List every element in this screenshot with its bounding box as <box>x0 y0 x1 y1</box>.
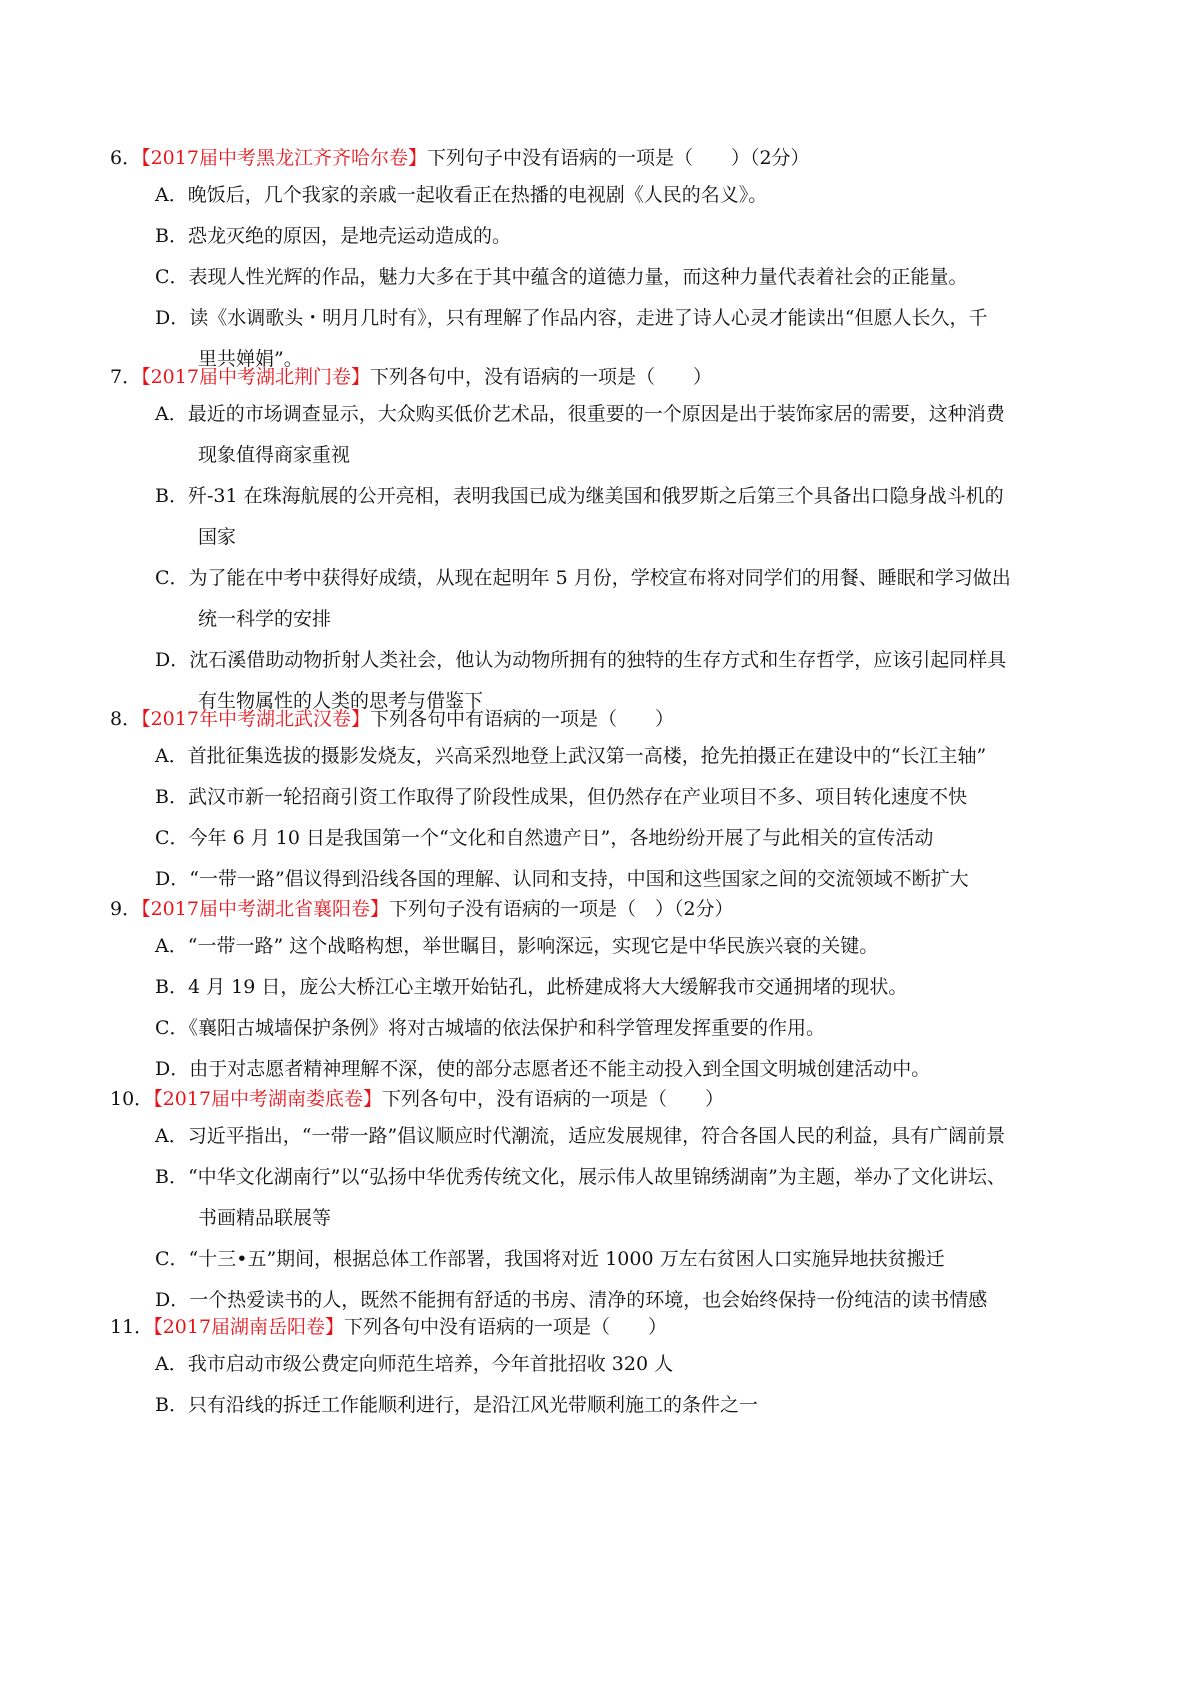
question-source: 【2017届中考黑龙江齐齐哈尔卷】 <box>141 147 427 169</box>
option-letter: A． <box>155 1125 188 1147</box>
option-letter: A． <box>155 935 188 957</box>
option-text: 由于对志愿者精神理解不深，使的部分志愿者还不能主动投入到全国文明城创建活动中。 <box>189 1058 931 1080</box>
option-text: 歼-31 在珠海航展的公开亮相，表明我国已成为继美国和俄罗斯之后第三个具备出口隐身战斗机的 <box>187 485 1004 507</box>
option-text: “中华文化湖南行”以“弘扬中华优秀传统文化，展示伟人故里锦绣湖南”为主题，举办了文化讲坛、 <box>187 1166 1006 1188</box>
question-6 <box>110 143 1110 380</box>
option-letter: D． <box>155 1289 190 1311</box>
option-text: 恐龙灭绝的原因，是地壳运动造成的。 <box>187 225 511 247</box>
option-letter: B． <box>155 485 188 507</box>
option-list <box>155 175 1110 380</box>
option-letter: D． <box>155 307 190 329</box>
option-letter: C． <box>155 1017 189 1039</box>
option-text: 读《水调歌头・明月几时有》，只有理解了作品内容，走进了诗人心灵才能读出“但愿人长久，千 <box>189 307 988 329</box>
option-c <box>155 558 1110 640</box>
option-text: 《襄阳古城墙保护条例》将对古城墙的依法保护和科学管理发挥重要的作用。 <box>188 1017 826 1039</box>
option-letter: B． <box>155 976 188 998</box>
question-header <box>110 1312 1110 1342</box>
option-continuation: 国家 <box>198 526 237 548</box>
question-header <box>110 704 1110 734</box>
question-10 <box>110 1084 1110 1321</box>
option-text: “一带一路”倡议得到沿线各国的理解、认同和支持，中国和这些国家之间的交流领域不断扩大 <box>189 868 969 890</box>
question-stem: 下列各句中，没有语病的一项是（ ） <box>382 1088 725 1110</box>
option-b <box>155 476 1110 558</box>
option-continuation: 里共婵娟”。 <box>198 348 303 370</box>
option-letter: C． <box>155 567 189 589</box>
option-text: 4 月 19 日，庞公大桥江心主墩开始钻孔，此桥建成将大大缓解我市交通拥堵的现状。 <box>187 976 908 998</box>
option-b <box>155 777 1110 818</box>
option-a <box>155 175 1110 216</box>
question-number: 10． <box>110 1088 154 1110</box>
question-source: 【2017年中考湖北武汉卷】 <box>141 708 370 730</box>
option-letter: D． <box>155 1058 190 1080</box>
option-letter: A． <box>155 745 188 767</box>
question-header <box>110 1084 1110 1114</box>
option-text: 最近的市场调查显示，大众购买低价艺术品，很重要的一个原因是出于装饰家居的需要，这种消费 <box>187 403 1005 425</box>
option-text: 表现人性光辉的作品，魅力大多在于其中蕴含的道德力量，而这种力量代表着社会的正能量。 <box>188 266 968 288</box>
option-letter: D． <box>155 649 190 671</box>
question-stem: 下列各句中没有语病的一项是（ ） <box>344 1316 668 1338</box>
question-header <box>110 894 1110 924</box>
option-list <box>155 926 1110 1090</box>
option-text: 沈石溪借助动物折射人类社会，他认为动物所拥有的独特的生存方式和生存哲学，应该引起同样具 <box>189 649 1007 671</box>
question-stem: 下列句子中没有语病的一项是（ ）（2分） <box>426 147 810 169</box>
option-c <box>155 1239 1110 1280</box>
option-continuation: 统一科学的安排 <box>198 608 332 630</box>
question-number: 6． <box>110 147 142 169</box>
question-number: 11． <box>110 1316 154 1338</box>
option-text: 武汉市新一轮招商引资工作取得了阶段性成果，但仍然存在产业项目不多、项目转化速度不快 <box>187 786 967 808</box>
option-c <box>155 1008 1110 1049</box>
question-header <box>110 143 1110 173</box>
question-stem: 下列句子没有语病的一项是（ ）（2分） <box>388 898 734 920</box>
option-b <box>155 1157 1110 1239</box>
option-text: “一带一路” 这个战略构想，举世瞩目，影响深远，实现它是中华民族兴衰的关键。 <box>187 935 879 957</box>
option-b <box>155 967 1110 1008</box>
option-a <box>155 736 1110 777</box>
option-continuation: 书画精品联展等 <box>198 1207 332 1229</box>
option-b <box>155 1385 1110 1426</box>
question-stem: 下列各句中有语病的一项是（ ） <box>369 708 674 730</box>
option-a <box>155 1116 1110 1157</box>
option-text: 我市启动市级公费定向师范生培养，今年首批招收 320 人 <box>187 1353 674 1375</box>
option-letter: C． <box>155 827 189 849</box>
option-text: 为了能在中考中获得好成绩，从现在起明年 5 月份，学校宣布将对同学们的用餐、睡眠和学习做出 <box>188 567 1011 589</box>
option-letter: A． <box>155 1353 188 1375</box>
option-text: 今年 6 月 10 日是我国第一个“文化和自然遗产日”，各地纷纷开展了与此相关的宣传活动 <box>188 827 934 849</box>
option-list <box>155 1116 1110 1321</box>
option-continuation: 有生物属性的人类的思考与借鉴下 <box>198 690 484 712</box>
option-c <box>155 257 1110 298</box>
question-8 <box>110 704 1110 900</box>
option-continuation: 现象值得商家重视 <box>198 444 351 466</box>
question-source: 【2017届中考湖南娄底卷】 <box>153 1088 383 1110</box>
option-list <box>155 736 1110 900</box>
option-letter: C． <box>155 1248 189 1270</box>
option-letter: C． <box>155 266 189 288</box>
option-letter: A． <box>155 184 188 206</box>
question-header <box>110 362 1110 392</box>
option-text: 只有沿线的拆迁工作能顺利进行，是沿江风光带顺利施工的条件之一 <box>187 1394 758 1416</box>
option-list <box>155 394 1110 722</box>
option-letter: D． <box>155 868 190 890</box>
question-number: 8． <box>110 708 142 730</box>
option-letter: B． <box>155 1394 188 1416</box>
question-number: 9． <box>110 898 142 920</box>
option-letter: B． <box>155 1166 188 1188</box>
option-text: 一个热爱读书的人，既然不能拥有舒适的书房、清净的环境，也会始终保持一份纯洁的读书情感 <box>189 1289 988 1311</box>
question-source: 【2017届中考湖北省襄阳卷】 <box>141 898 389 920</box>
question-source: 【2017届中考湖北荆门卷】 <box>141 366 370 388</box>
question-7 <box>110 362 1110 722</box>
option-a <box>155 394 1110 476</box>
option-text: 首批征集选拔的摄影发烧友，兴高采烈地登上武汉第一高楼，抢先拍摄正在建设中的“长江主轴” <box>187 745 987 767</box>
option-text: “十三•五”期间，根据总体工作部署，我国将对近 1000 万左右贫困人口实施异地扶贫搬迁 <box>188 1248 945 1270</box>
option-b <box>155 216 1110 257</box>
question-11 <box>110 1312 1110 1426</box>
question-source: 【2017届湖南岳阳卷】 <box>153 1316 345 1338</box>
option-text: 习近平指出，“一带一路”倡议顺应时代潮流，适应发展规律，符合各国人民的利益，具有广阔前景 <box>187 1125 1006 1147</box>
option-letter: B． <box>155 786 188 808</box>
option-text: 晚饭后，几个我家的亲戚一起收看正在热播的电视剧《人民的名义》。 <box>187 184 768 206</box>
question-9 <box>110 894 1110 1090</box>
option-letter: B． <box>155 225 188 247</box>
option-letter: A． <box>155 403 188 425</box>
question-stem: 下列各句中，没有语病的一项是（ ） <box>369 366 712 388</box>
option-a <box>155 926 1110 967</box>
question-number: 7． <box>110 366 142 388</box>
option-c <box>155 818 1110 859</box>
option-list <box>155 1344 1110 1426</box>
option-a <box>155 1344 1110 1385</box>
